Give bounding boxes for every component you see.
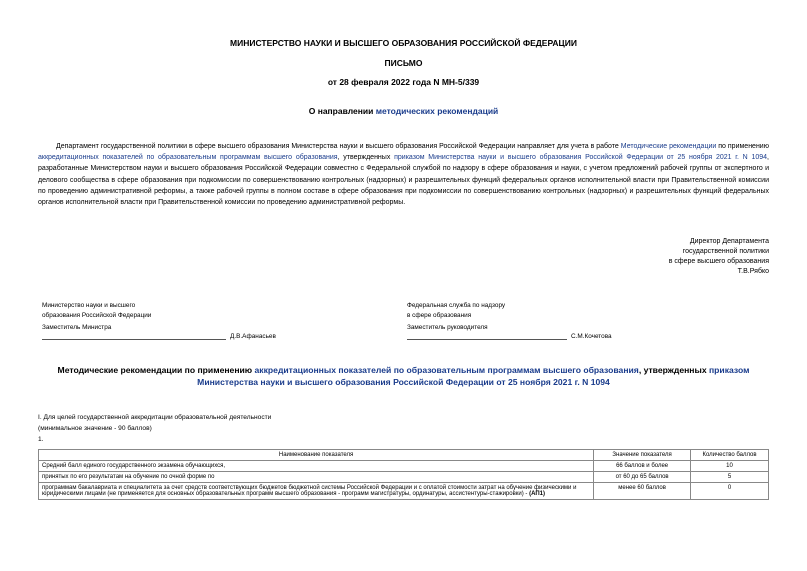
section-heading: I. Для целей государственной аккредитации образовательной деятельности [38,414,272,421]
right-org-2: в сфере образования [407,312,472,319]
methods-title-indicators-link[interactable]: аккредитационных показателей по образовательным программам высшего образования [254,365,639,375]
signature-line-2: государственной политики [682,248,769,255]
section-number: 1. [38,436,44,443]
header-points: Количество баллов [691,450,769,461]
body-text-3: , утвержденных [337,154,395,162]
document-type: ПИСЬМО [384,58,423,68]
indicator-points: 10 [691,461,769,472]
subject-link[interactable]: методических рекомендаций [375,106,499,116]
header-indicator-name: Наименование показателя [39,450,594,461]
methods-title-text-2: , утвержденных [638,365,709,375]
subject-prefix: О направлении [308,106,376,116]
table-header-row [39,450,769,461]
left-signature-line [42,339,226,340]
body-text-1: Департамент государственной политики в сфере высшего образования Министерства науки и высшего образования Российской Федерации направляет для учета в работе [56,143,621,150]
left-org-1: Министерство науки и высшего [42,302,136,309]
order-link[interactable]: приказом Министерства науки и высшего образования Российской Федерации от 25 ноября 2021 г. N 1094 [394,154,768,162]
indicator-value: менее 60 баллов [594,483,691,500]
body-text-4: , разработанные Министерством науки и высшего образования Российской Федерации совместно с Федеральной службой по надзору в сфере образования и науки, с учетом предложений рабочей группы от экспертного и делового сообщества в сфере образования при подкомиссии по совершенствованию контрольных (надзорных) и разрешительных функций федеральных органов исполнительной власти при Правительственной комиссии по проведению административной реформы, а также рабочей группы в полном составе в сфере образования при подкомиссии по совершенствованию контрольных (надзорных) и разрешительных функций федеральных органов исполнительной власти при Правительственной комиссии по проведению административной реформы. [38,154,769,207]
letter-body [38,141,769,208]
indicator-value: 66 баллов и более [594,461,691,472]
signature-line-3: в сфере высшего образования [668,258,769,265]
indicators-table [38,449,769,500]
body-text-2: по применению [716,143,769,150]
methods-title-ministry-link[interactable]: Министерства науки и высшего образования Российской Федерации от 25 ноября 2021 г. N 1094 [197,377,610,387]
right-signatory [407,301,505,333]
methods-title [38,364,769,388]
indicator-desc-3-text: программам бакалавриата и специалитета за счет средств соответствующих бюджетов бюджетной системы Российской Федерации и с оплатой стоимости затрат на обучение физическими и юридическими лицами (не применяется для основных образовательных программ высшего образования - программ магистратуры, ординатуры, ассистентуры-стажировки) - [42,485,577,497]
left-org-2: образования Российской Федерации [42,312,152,319]
section-minimum: (минимальное значение - 90 баллов) [38,425,152,432]
indicator-desc-2: принятых по его результатам на обучение по очной форме по [39,472,594,483]
methods-link[interactable]: Методические рекомендации [620,143,717,150]
indicator-desc-3 [39,483,594,500]
indicator-value: от 60 до 65 баллов [594,472,691,483]
right-org-1: Федеральная служба по надзору [407,302,506,309]
document-date: от 28 февраля 2022 года N МН-5/339 [327,77,480,87]
indicator-points: 0 [691,483,769,500]
left-position: Заместитель Министра [42,324,112,331]
methods-title-text-1: Методические рекомендации по применению [57,365,255,375]
signature-line-1: Директор Департамента [689,238,769,245]
left-signatory-name: Д.В.Афанасьев [230,333,276,340]
ministry-heading: МИНИСТЕРСТВО НАУКИ И ВЫСШЕГО ОБРАЗОВАНИЯ РОССИЙСКОЙ ФЕДЕРАЦИИ [230,38,577,48]
table-row [39,483,769,500]
table-row [39,472,769,483]
right-position: Заместитель руководителя [407,324,488,331]
indicator-formula: (АП1) [529,491,546,497]
right-signatory-name: С.М.Кочетова [571,333,612,340]
right-signature-line [407,339,567,340]
indicators-link[interactable]: аккредитационных показателей по образовательным программам высшего образования [38,154,338,162]
director-signature [669,237,769,277]
methods-title-order-link[interactable]: приказом [708,365,750,375]
indicator-points: 5 [691,472,769,483]
signature-name: Т.В.Рябко [737,268,769,275]
table-row [39,461,769,472]
document-subject [0,106,807,116]
indicator-desc-1: Средний балл единого государственного экзамена обучающихся, [39,461,594,472]
left-signatory [42,301,151,333]
header-indicator-value: Значение показателя [594,450,691,461]
